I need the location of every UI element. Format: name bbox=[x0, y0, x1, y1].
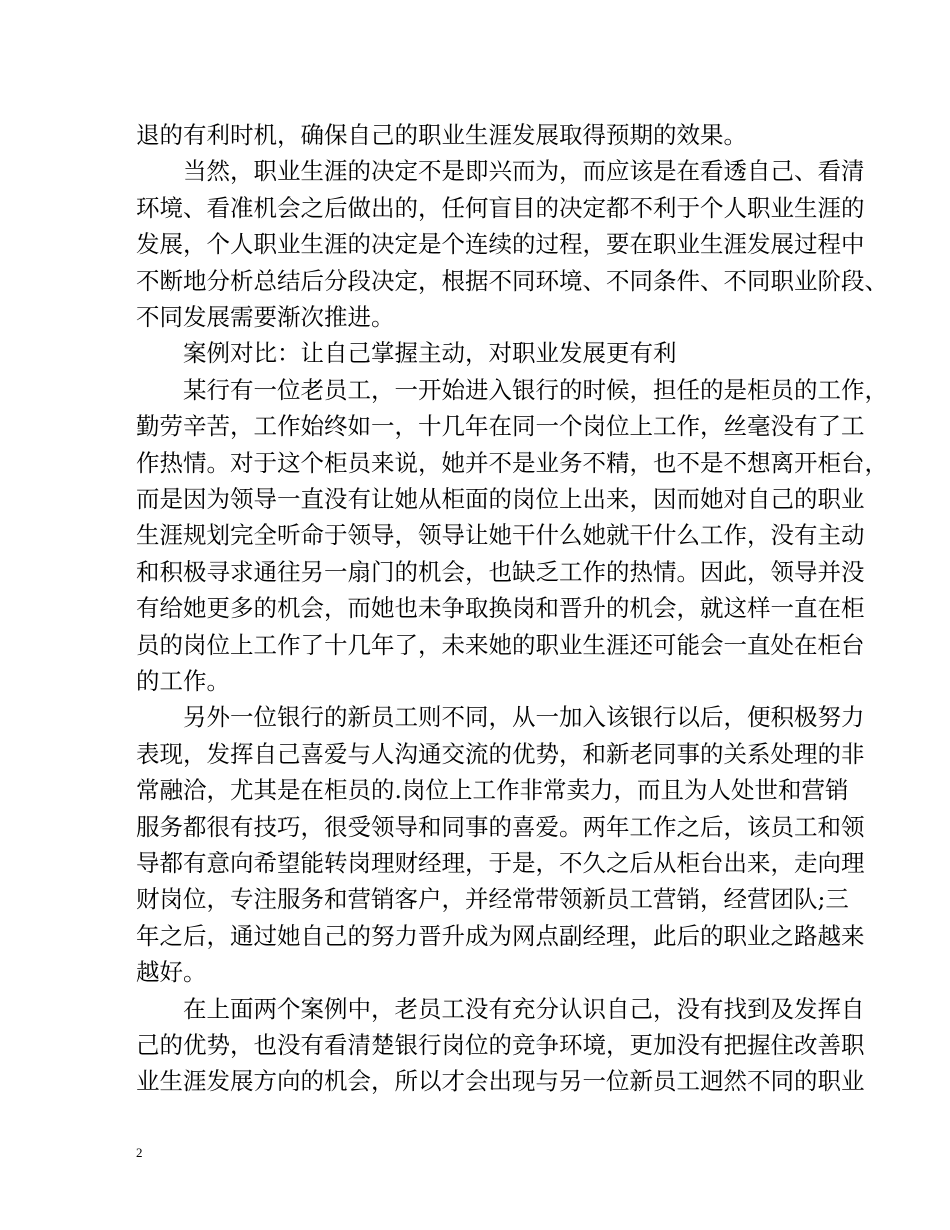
text-line: 己的优势，也没有看清楚银行岗位的竞争环境，更加没有把握住改善职 bbox=[136, 1031, 865, 1059]
text-line: 越好。 bbox=[136, 958, 207, 987]
text-line: 年之后，通过她自己的努力晋升成为网点副经理，此后的职业之路越来 bbox=[136, 921, 865, 950]
case-heading: 案例对比：让自己掌握主动，对职业发展更有利 bbox=[183, 339, 677, 368]
text-line: 勤劳辛苦，工作始终如一，十几年在同一个岗位上工作，丝毫没有了工 bbox=[136, 412, 865, 441]
page-number: 2 bbox=[136, 1145, 143, 1160]
text-line: 另外一位银行的新员工则不同，从一加入该银行以后，便积极努力 bbox=[183, 703, 865, 732]
text-line: 不同发展需要渐次推进。 bbox=[136, 303, 395, 331]
text-line: 而是因为领导一直没有让她从柜面的岗位上出来，因而她对自己的职业 bbox=[136, 485, 865, 513]
text-line: 服务都很有技巧，很受领导和同事的喜爱。两年工作之后，该员工和领 bbox=[136, 812, 865, 841]
text-line: 常融洽，尤其是在柜员的.岗位上工作非常卖力，而且为人处世和营销 bbox=[136, 776, 849, 805]
text-line: 作热情。对于这个柜员来说，她并不是业务不精，也不是不想离开柜台， bbox=[136, 448, 888, 477]
text-line: 导都有意向希望能转岗理财经理，于是，不久之后从柜台出来，走向理 bbox=[136, 849, 865, 877]
text-line: 当然，职业生涯的决定不是即兴而为，而应该是在看透自己、看清 bbox=[183, 157, 865, 186]
text-line: 在上面两个案例中，老员工没有充分认识自己，没有找到及发挥自 bbox=[183, 994, 865, 1023]
text-line: 发展，个人职业生涯的决定是个连续的过程，要在职业生涯发展过程中 bbox=[136, 230, 865, 259]
text-line: 和积极寻求通往另一扇门的机会，也缺乏工作的热情。因此，领导并没 bbox=[136, 557, 865, 586]
text-line: 的工作。 bbox=[136, 667, 230, 695]
text-line: 员的岗位上工作了十几年了，未来她的职业生涯还可能会一直处在柜台 bbox=[136, 630, 865, 659]
text-line: 不断地分析总结后分段决定，根据不同环境、不同条件、不同职业阶段、 bbox=[136, 266, 888, 295]
text-line: 生涯规划完全听命于领导，领导让她干什么她就干什么工作，没有主动 bbox=[136, 521, 865, 550]
text-line: 退的有利时机，确保自己的职业生涯发展取得预期的效果。 bbox=[136, 121, 747, 149]
text-line: 业生涯发展方向的机会，所以才会出现与另一位新员工迥然不同的职业 bbox=[136, 1067, 865, 1096]
text-line: 环境、看准机会之后做出的，任何盲目的决定都不利于个人职业生涯的 bbox=[136, 193, 865, 222]
text-line: 某行有一位老员工，一开始进入银行的时候，担任的是柜员的工作， bbox=[183, 375, 888, 404]
text-line: 财岗位，专注服务和营销客户，并经常带领新员工营销，经营团队;三 bbox=[136, 885, 849, 914]
text-line: 有给她更多的机会，而她也未争取换岗和晋升的机会，就这样一直在柜 bbox=[136, 594, 865, 623]
text-line: 表现，发挥自己喜爱与人沟通交流的优势，和新老同事的关系处理的非 bbox=[136, 739, 865, 768]
